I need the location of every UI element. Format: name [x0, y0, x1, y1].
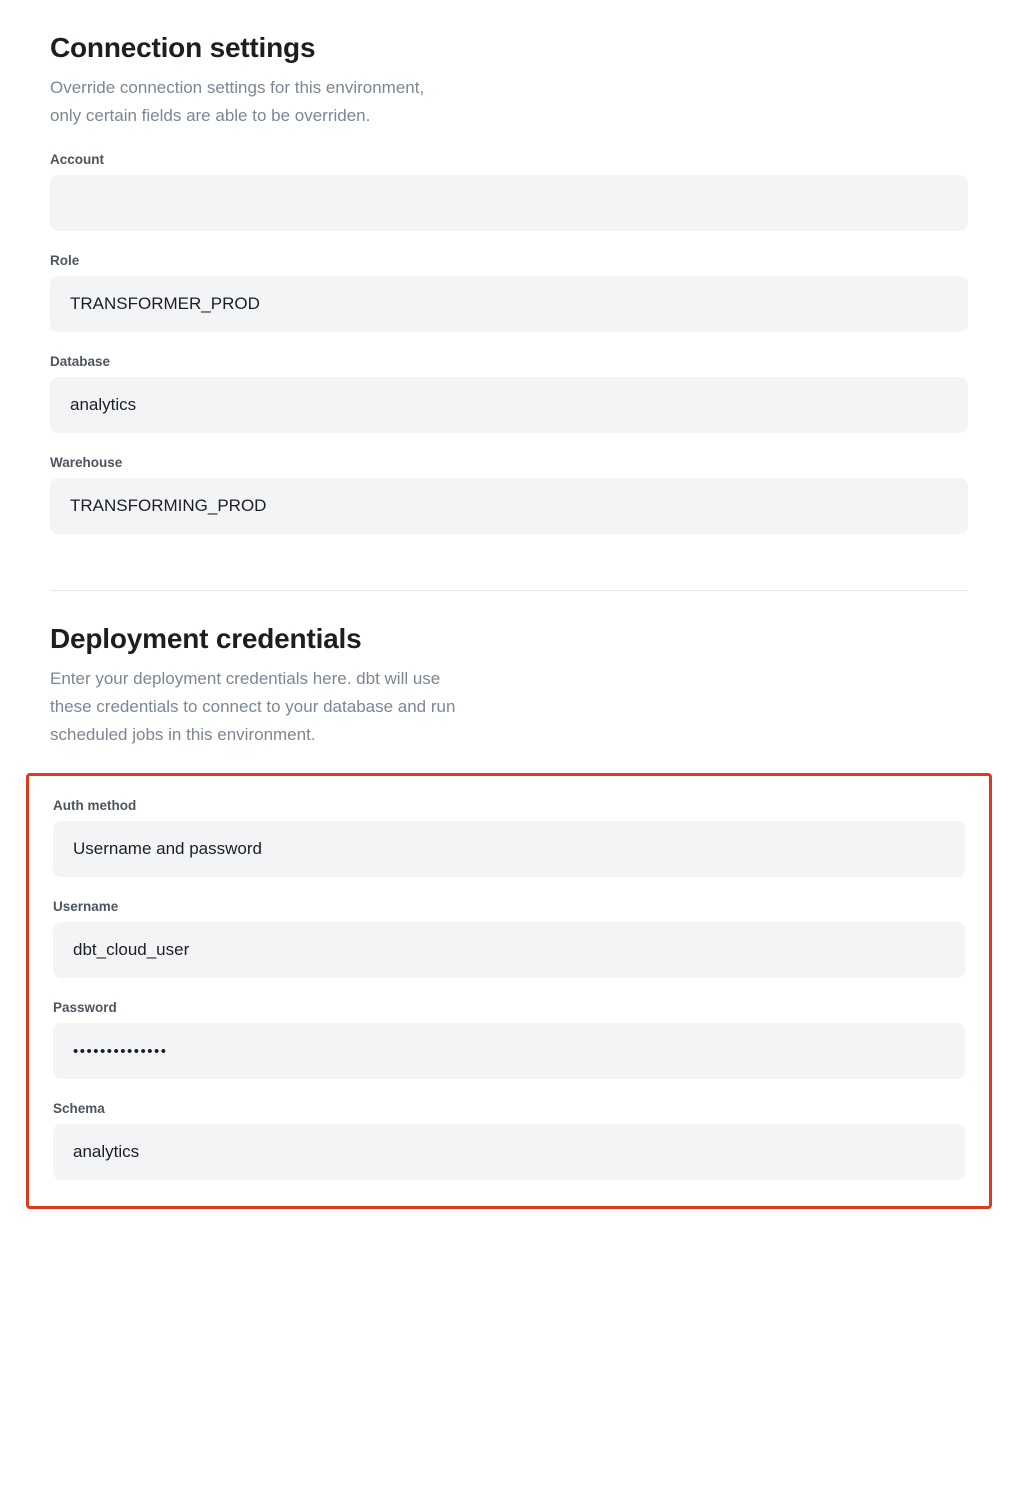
field-label-account: Account [50, 152, 104, 168]
field-password [53, 1000, 965, 1079]
deployment-credentials-section [0, 591, 1018, 749]
field-database [50, 354, 968, 433]
field-schema [53, 1101, 965, 1180]
connection-description-line-2: only certain fields are able to be overriden. [50, 106, 371, 126]
username-input[interactable]: dbt_cloud_user [53, 922, 965, 978]
field-warehouse [50, 455, 968, 534]
password-input[interactable]: •••••••••••••• [53, 1023, 965, 1079]
connection-settings-description [50, 74, 610, 130]
field-role [50, 253, 968, 332]
connection-settings-title: Connection settings [50, 32, 316, 63]
credentials-description-line-1: Enter your deployment credentials here. dbt will use [50, 669, 441, 689]
connection-settings-section [0, 0, 1018, 534]
field-label-password: Password [53, 1000, 117, 1016]
field-account [50, 152, 968, 231]
deployment-credentials-title: Deployment credentials [50, 623, 362, 655]
field-label-role: Role [50, 253, 80, 269]
field-label-auth-method: Auth method [53, 798, 137, 814]
auth-method-select[interactable]: Username and password [53, 821, 965, 877]
database-input[interactable]: analytics [50, 377, 968, 433]
field-label-database: Database [50, 354, 111, 370]
deployment-credentials-highlight-box [26, 773, 992, 1209]
schema-input[interactable]: analytics [53, 1124, 965, 1180]
connection-description-line-1: Override connection settings for this environment, [50, 78, 425, 97]
field-auth-method [53, 798, 965, 877]
warehouse-input[interactable]: TRANSFORMING_PROD [50, 478, 968, 534]
field-label-username: Username [53, 899, 119, 915]
field-username [53, 899, 965, 978]
role-input[interactable]: TRANSFORMER_PROD [50, 276, 968, 332]
field-label-schema: Schema [53, 1101, 105, 1117]
credentials-description-line-2: these credentials to connect to your database and run [50, 697, 456, 717]
account-input[interactable] [50, 175, 968, 231]
field-label-warehouse: Warehouse [50, 455, 123, 471]
credentials-description-line-3: scheduled jobs in this environment. [50, 725, 316, 745]
deployment-credentials-description [50, 665, 610, 749]
